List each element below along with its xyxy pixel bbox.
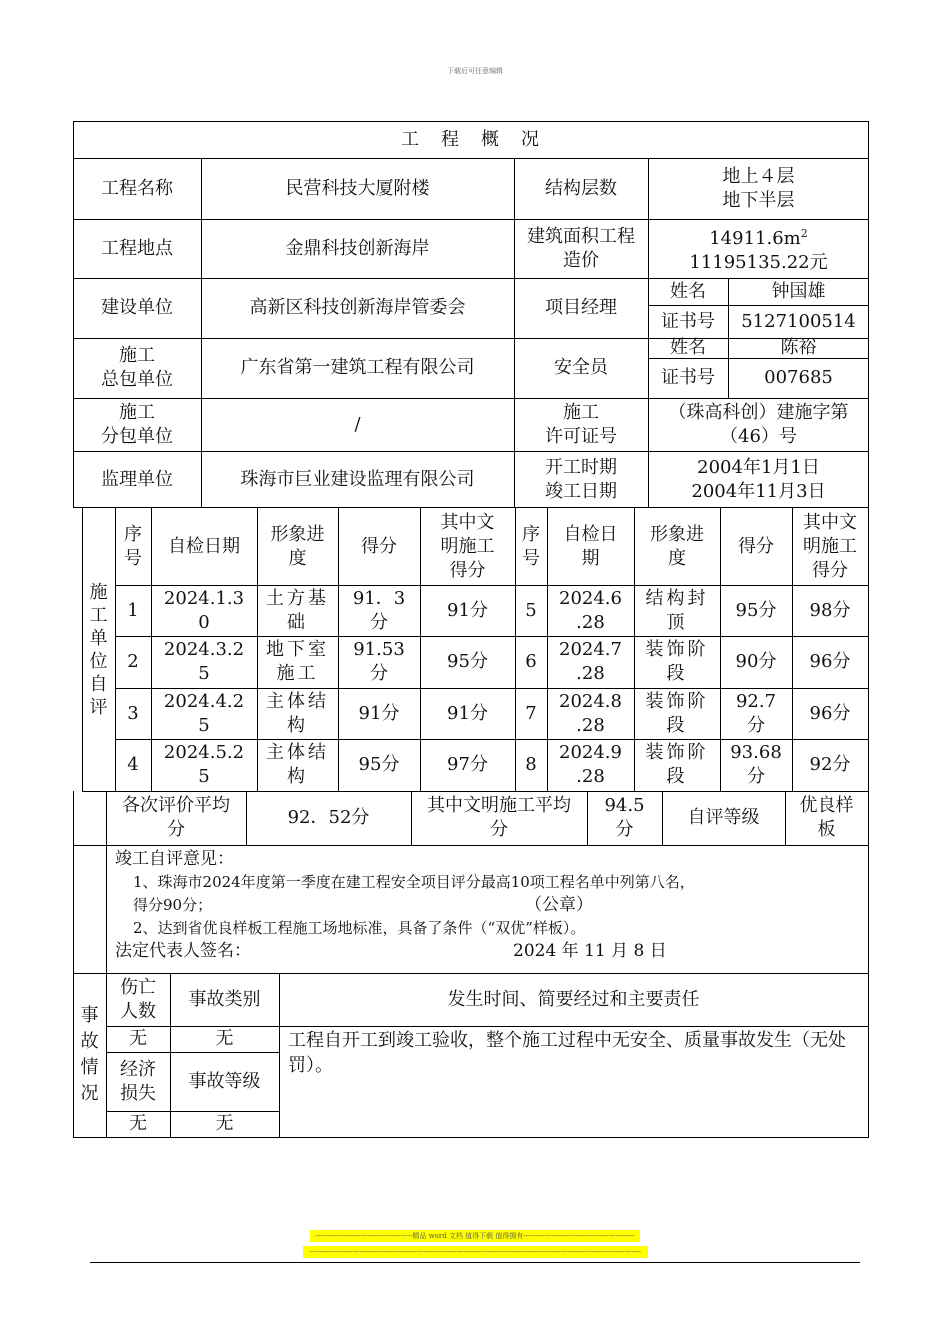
pm-cert-label: 证书号 — [661, 310, 715, 332]
selfcheck-right-score-1: 95分 — [735, 599, 777, 621]
accident-side-label: 事 故 情 况 — [80, 1005, 99, 1104]
selfcheck-right-date-3: 2024.8 .28 — [559, 690, 622, 736]
selfcheck-left-score-4: 95分 — [358, 754, 400, 775]
selfcheck-left-seq-1: 1 — [127, 599, 139, 621]
supervisor-value: 珠海市巨业建设监理有限公司 — [240, 468, 475, 490]
casualty-value: 无 — [129, 1028, 147, 1049]
end-date: 2004年11月3日 — [691, 480, 826, 502]
sign-label: 法定代表人签名： — [115, 941, 251, 961]
floors-label: 结构层数 — [545, 177, 617, 199]
detail-text: 工程自开工到竣工验收，整个施工过程中无安全、质量事故发生（无处罚）。 — [288, 1030, 846, 1076]
opinion-seal: （公章） — [525, 895, 593, 915]
selfcheck-left-civil-1: 91分 — [447, 599, 488, 621]
selfcheck-left-score-1: 91．3 分 — [352, 587, 406, 633]
sign-date: 2024 年 11 月 8 日 — [513, 941, 667, 961]
dates-value — [648, 451, 869, 508]
opinion-block — [115, 848, 860, 964]
header-note: 下载后可任意编辑 — [447, 67, 503, 75]
level-label: 事故等级 — [188, 1070, 261, 1092]
area-cost-value — [648, 219, 869, 278]
location-value: 金鼎科技创新海岸 — [285, 237, 430, 259]
safety-name-label: 姓名 — [670, 337, 706, 358]
sub-label: 施工 分包单位 — [101, 401, 173, 447]
pm-name-label: 姓名 — [670, 280, 706, 302]
selfcheck-left-date-3: 2024.4.2 5 — [163, 690, 245, 736]
selfcheck-left-progress-3: 主体结 构 — [266, 690, 329, 736]
header-seq-right: 序 号 — [522, 523, 540, 569]
opinion-title: 竣工自评意见： — [115, 849, 234, 869]
area-unit-sup: 2 — [800, 227, 808, 240]
safety-cert-label: 证书号 — [661, 367, 715, 388]
selfcheck-right-seq-1: 5 — [525, 599, 537, 621]
type-label: 事故类别 — [188, 988, 261, 1010]
header-score-right: 得分 — [738, 535, 774, 557]
floors-value: 地上４层 地下半层 — [722, 165, 795, 211]
opinion-line1: 1、珠海市2024年度第一季度在建工程安全项目评分最高10项工程名单中列第八名， — [133, 873, 695, 891]
opinion-line3: 2、达到省优良样板工程施工场地标准，具备了条件（“双优”样板）。 — [133, 919, 586, 937]
selfcheck-left-score-2: 91.53 分 — [353, 639, 405, 684]
header-date-right: 自检日 期 — [563, 523, 618, 569]
pm-name: 钟国雄 — [771, 280, 826, 302]
safety-cert: 007685 — [764, 367, 833, 388]
pm-label: 项目经理 — [545, 297, 617, 318]
selfcheck-side-label: 施 工 单 位 自 评 — [89, 581, 108, 718]
footer-line2: -------------------------------------------------------------------------------------------------------------------------------------------- — [303, 1246, 648, 1258]
loss-label: 经济 损失 — [120, 1058, 156, 1104]
header-civil-right: 其中文 明施工 得分 — [803, 511, 857, 581]
selfcheck-left-progress-4: 主体结 构 — [266, 742, 329, 787]
header-progress-left: 形象进 度 — [270, 523, 325, 569]
safety-name: 陈裕 — [780, 337, 817, 358]
header-civil-left: 其中文 明施工 得分 — [440, 511, 495, 581]
selfcheck-right-date-1: 2024.6 .28 — [559, 587, 622, 633]
footer-line1: -----------------------------------------精品 word 文档 值得下载 值得拥有----------------------------------------------- — [310, 1230, 640, 1242]
selfcheck-right-seq-4: 8 — [525, 754, 537, 775]
selfcheck-right-civil-3: 96分 — [809, 702, 851, 724]
selfcheck-right-seq-3: 7 — [525, 702, 537, 724]
avg-label: 各次评价平均 分 — [122, 795, 230, 840]
selfcheck-right-progress-4: 装饰阶 段 — [645, 742, 709, 787]
cost-value: 11195135.22元 — [689, 252, 828, 273]
area-value: $14911.6m^2$ — [709, 227, 808, 249]
civil-avg-value: 94.5 分 — [604, 795, 645, 840]
type-value: 无 — [215, 1028, 234, 1049]
safety-label: 安全员 — [554, 357, 608, 378]
selfcheck-left-seq-4: 4 — [127, 754, 139, 775]
selfcheck-right-civil-2: 96分 — [809, 651, 851, 672]
selfcheck-right-score-4: 93.68 分 — [730, 742, 782, 787]
gc-label: 施工 总包单位 — [101, 345, 173, 390]
avg-value: 92．52分 — [287, 807, 370, 828]
selfcheck-left-date-4: 2024.5.2 5 — [163, 742, 245, 787]
opinion-line2-row — [115, 894, 860, 917]
selfcheck-right-date-4: 2024.9 .28 — [559, 742, 622, 787]
selfcheck-right-score-2: 90分 — [735, 651, 777, 672]
selfcheck-right-seq-2: 6 — [525, 651, 537, 672]
selfcheck-right-civil-4: 92分 — [809, 754, 851, 775]
opinion-sign-row — [115, 940, 860, 964]
header-progress-right: 形象进 度 — [650, 523, 704, 569]
level-value: 无 — [215, 1113, 234, 1134]
permit-value: （珠高科创）建施字第（46）号 — [668, 401, 849, 447]
detail-label: 发生时间、简要经过和主要责任 — [447, 988, 700, 1010]
selfcheck-right-date-2: 2024.7 .28 — [559, 639, 622, 684]
owner-value: 高新区科技创新海岸管委会 — [249, 297, 466, 318]
selfcheck-left-date-1: 2024.1.3 0 — [163, 587, 245, 633]
area-cost-label: 建筑面积工程 造价 — [527, 225, 635, 271]
permit-label: 施工 许可证号 — [545, 401, 617, 447]
selfcheck-left-civil-2: 95分 — [447, 651, 488, 672]
selfcheck-left-date-2: 2024.3.2 5 — [163, 639, 245, 684]
header-seq-left: 序 号 — [124, 523, 142, 569]
selfcheck-left-progress-2: 地下室 施工 — [266, 639, 329, 684]
selfcheck-left-score-3: 91分 — [358, 702, 400, 724]
selfcheck-right-score-3: 92.7 分 — [735, 690, 777, 736]
gc-value: 广东省第一建筑工程有限公司 — [240, 357, 475, 378]
selfcheck-left-civil-4: 97分 — [447, 754, 488, 775]
opinion-line2: 得分90分； — [133, 896, 213, 914]
header-date-left: 自检日期 — [168, 535, 240, 557]
selfcheck-left-seq-3: 3 — [127, 702, 139, 724]
location-label: 工程地点 — [101, 237, 173, 259]
loss-value: 无 — [129, 1113, 147, 1134]
start-date: 2004年1月1日 — [697, 456, 820, 478]
supervisor-label: 监理单位 — [101, 468, 173, 490]
project-name: 民营科技大厦附楼 — [285, 177, 430, 199]
overview-title: 工 程 概 况 — [401, 128, 541, 150]
selfcheck-right-progress-3: 装饰阶 段 — [645, 690, 709, 736]
selfcheck-right-progress-2: 装饰阶 段 — [645, 639, 709, 684]
bottom-rule — [90, 1262, 860, 1263]
selfcheck-right-progress-1: 结构封 顶 — [645, 587, 709, 633]
selfcheck-left-civil-3: 91分 — [447, 702, 488, 724]
selfcheck-left-progress-1: 土方基 础 — [266, 587, 329, 633]
sub-value: / — [354, 413, 361, 435]
selfcheck-left-seq-2: 2 — [127, 651, 139, 672]
dates-label: 开工时期 竣工日期 — [545, 456, 617, 502]
pm-cert: 5127100514 — [741, 310, 856, 332]
header-score-left: 得分 — [361, 535, 397, 557]
civil-avg-label: 其中文明施工平均 分 — [427, 795, 571, 840]
grade-value: 优良样 板 — [799, 795, 854, 840]
owner-label: 建设单位 — [101, 297, 173, 318]
casualty-label: 伤亡 人数 — [120, 976, 156, 1022]
selfcheck-right-civil-1: 98分 — [809, 599, 851, 621]
project-name-label: 工程名称 — [101, 177, 173, 199]
grade-label: 自评等级 — [687, 807, 760, 828]
